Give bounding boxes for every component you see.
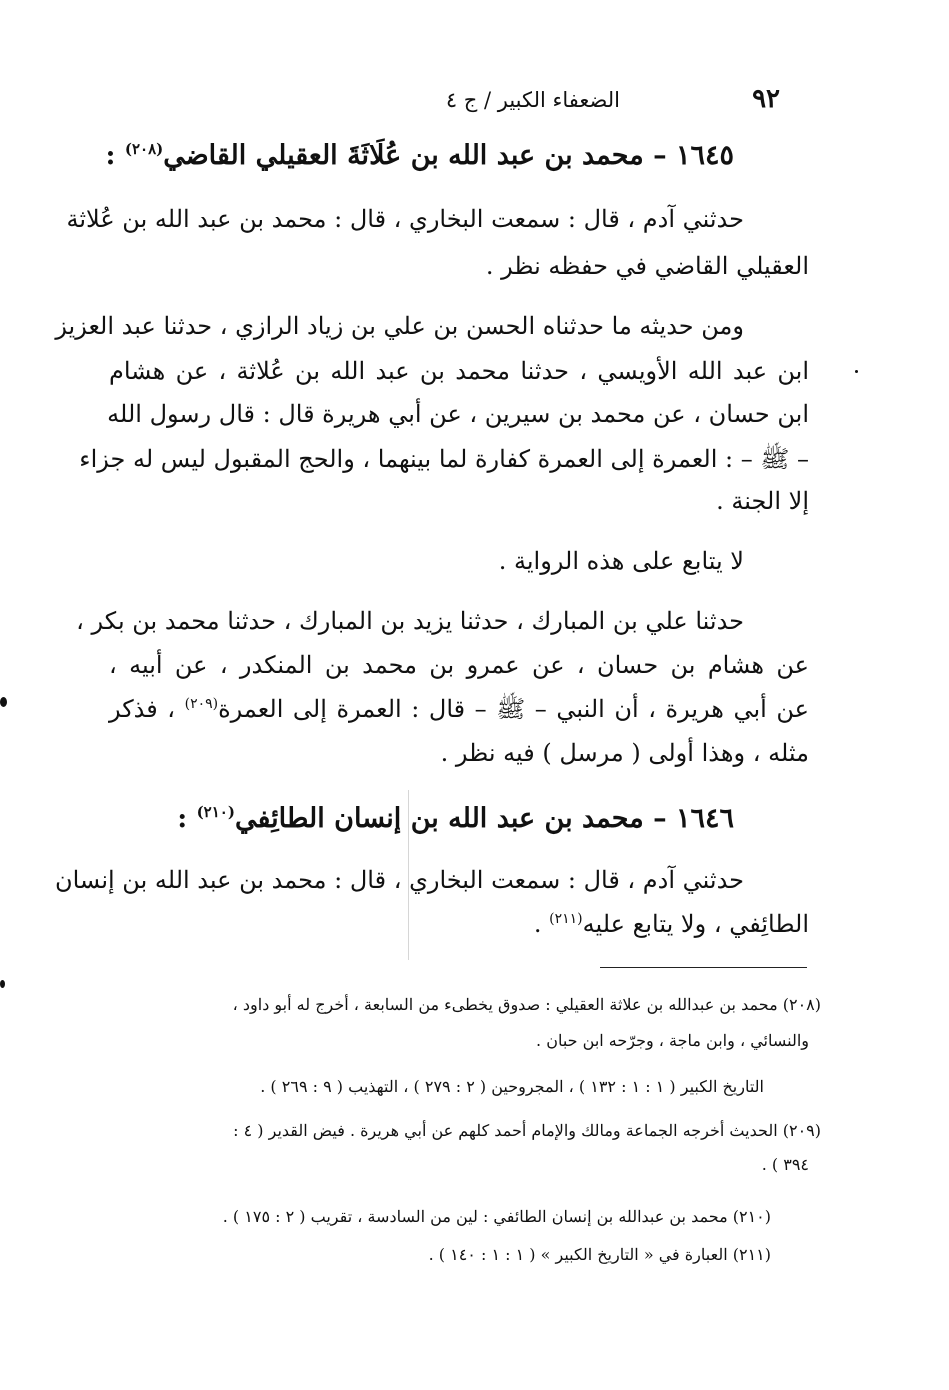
body-line (79, 444, 809, 479)
heading-colon: : (105, 140, 116, 171)
body-line (55, 312, 744, 340)
line-text: حدثني آدم ، قال : سمعت البخاري ، قال : محمد بن عبد الله بن إنسان (54, 866, 744, 894)
scan-speck (0, 697, 7, 707)
body-line (76, 607, 744, 635)
line-text: العقيلي القاضي في حفظه نظر . (485, 252, 809, 280)
footnote-text: والنسائي ، وابن ماجة ، وجرّحه ابن حبان . (536, 1031, 809, 1050)
footnote-text: (٢١٠) محمد بن عبدالله بن إنسان الطائفي : لين من السادسة ، تقريب ( ٢ : ١٧٥ ) . (222, 1207, 771, 1226)
body-line (109, 910, 809, 938)
line-text: الطائِفي ، ولا يتابع عليه (582, 910, 809, 938)
entry-heading-text: ١٦٤٥ – محمد بن عبد الله بن عُلَاثَةَ العقيلي القاضي (163, 140, 734, 171)
running-title: الضعفاء الكبير / ج ٤ (445, 88, 620, 112)
footnote-line (260, 1077, 764, 1096)
body-line (54, 866, 744, 894)
footnote-line (762, 1155, 809, 1174)
line-text: حدثني آدم ، قال : سمعت البخاري ، قال : محمد بن عبد الله بن عُلاثة (66, 205, 744, 233)
scan-speck (0, 980, 5, 988)
footnote-separator (600, 967, 807, 968)
line-text: . (533, 910, 542, 938)
body-line (66, 205, 744, 233)
line-text: ابن عبد الله الأويسي ، حدثنا محمد بن عبد الله بن عُلاثة ، عن هشام (109, 357, 809, 385)
footnote-text: (٢٠٩) الحديث أخرجه الجماعة ومالك والإمام أحمد كلهم عن أبي هريرة . فيض القدير ( ٤ : (233, 1121, 821, 1140)
line-text: عن هشام بن حسان ، عن عمرو بن محمد بن المنكدر ، عن أبيه ، (109, 651, 809, 679)
body-line (109, 651, 809, 679)
footnote-text: التاريخ الكبير ( ١ : ١ : ١٣٢ ) ، المجروحين ( ٢ : ٢٧٩ ) ، التهذيب ( ٩ : ٢٦٩ ) . (260, 1077, 764, 1096)
page-header (340, 84, 780, 124)
heading-colon: : (177, 803, 188, 834)
body-line (109, 547, 744, 575)
page-crease (408, 790, 409, 960)
line-text: حدثنا علي بن المبارك ، حدثنا يزيد بن المبارك ، حدثنا محمد بن بكر ، (76, 607, 744, 635)
line-text: – ﷺ – : العمرة إلى العمرة كفارة لما بينهما ، والحج المقبول ليس له جزاء (79, 445, 809, 473)
footnote-ref: (٢١١) (549, 911, 583, 927)
line-text: إلا الجنة . (716, 487, 809, 515)
body-line (109, 400, 809, 428)
body-line (109, 252, 809, 280)
footnote-text: ٣٩٤ ) . (761, 1155, 809, 1174)
footnote-ref: (٢٠٩) (184, 696, 219, 712)
page-number: ٩٢ (752, 84, 780, 114)
line-text: مثله ، وهذا أولى ( مرسل ) فيه نظر . (440, 739, 809, 767)
line-text: ومن حديثه ما حدثناه الحسن بن علي بن زياد الرازي ، حدثنا عبد العزيز (55, 312, 744, 340)
line-text: ابن حسان ، عن محمد بن سيرين ، عن أبي هريرة قال : قال رسول الله (107, 400, 809, 428)
line-text: لا يتابع على هذه الرواية . (498, 547, 744, 575)
body-line (109, 357, 809, 385)
footnote-line (233, 995, 821, 1014)
footnote-line (233, 1121, 821, 1140)
footnote-line (429, 1245, 771, 1264)
line-text: ، فذكر (109, 695, 176, 723)
footnote-line (223, 1207, 771, 1226)
footnote-text: (٢٠٨) محمد بن عبدالله بن علاثة العقيلي : صدوق يخطىء من السابعة ، أخرج له أبو داود ، (232, 995, 821, 1014)
footnote-line (536, 1031, 809, 1050)
footnote-ref: (٢٠٨) (124, 140, 164, 158)
body-line (109, 487, 809, 515)
entry-heading-1646 (177, 803, 734, 834)
line-text: عن أبي هريرة ، أن النبي – ﷺ – قال : العمرة إلى العمرة (218, 695, 809, 723)
entry-heading-1645 (105, 140, 734, 171)
body-line (109, 739, 809, 767)
body-line (109, 694, 809, 729)
entry-heading-text: ١٦٤٦ – محمد بن عبد الله بن إنسان الطائِفي (234, 803, 734, 834)
footnote-ref: (٢١٠) (196, 803, 235, 821)
scan-speck (855, 370, 858, 373)
footnote-text: (٢١١) العبارة في « التاريخ الكبير » ( ١ : ١ : ١٤٠ ) . (428, 1245, 771, 1264)
